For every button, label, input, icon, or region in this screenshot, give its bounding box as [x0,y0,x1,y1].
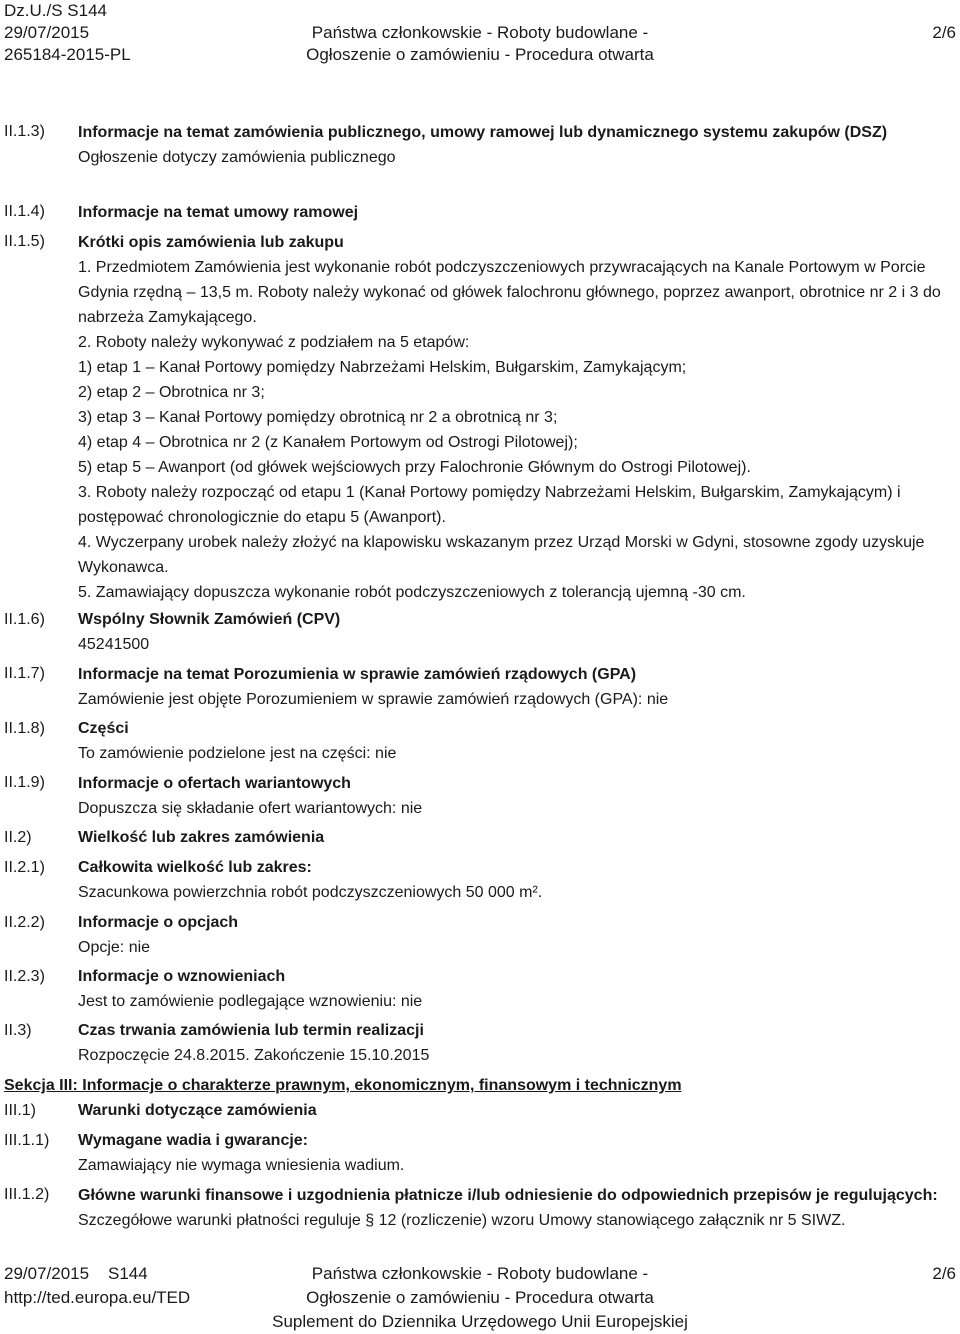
item-line: 4. Wyczerpany urobek należy złożyć na klapowisku wskazanym przez Urząd Morski w Gdyni, stosowne zgody uzyskuje Wykonawca. [78,534,925,576]
footer-date: 29/07/2015 [4,1264,90,1283]
item-number: II.1.3) [4,123,45,140]
item-number: II.2.2) [4,914,45,931]
page-footer [0,1262,960,1334]
item-number: II.2.1) [4,859,45,876]
item-block [78,1098,948,1123]
item-title: Całkowita wielkość lub zakres: [78,859,312,876]
item-line: 3. Roboty należy rozpocząć od etapu 1 (Kanał Portowy pomiędzy Nabrzeżami Helskim, Bułgarskim, Zamykającym) i postępować chronologicznie do etapu 5 (Awanport). [78,484,901,526]
item-block [78,200,948,225]
item-line: Szacunkowa powierzchnia robót podczyszczeniowych 50 000 m². [78,884,543,901]
item-block [78,230,948,605]
item-title: Warunki dotyczące zamówienia [78,1102,317,1119]
page-header [0,0,960,72]
item-line: Rozpoczęcie 24.8.2015. Zakończenie 15.10.2015 [78,1047,430,1064]
item-title: Główne warunki finansowe i uzgodnienia płatnicze i/lub odniesienie do odpowiednich przepisów je regulujących: [78,1187,938,1204]
item-line: Opcje: nie [78,939,151,956]
item-line: 2) etap 2 – Obrotnica nr 3; [78,384,265,401]
footer-code: S144 [108,1264,148,1283]
section-heading: Sekcja III: Informacje o charakterze prawnym, ekonomicznym, finansowym i technicznym [4,1077,682,1094]
item-title: Informacje na temat zamówienia publicznego, umowy ramowej lub dynamicznego systemu zakupów (DSZ) [78,124,888,141]
item-title: Czas trwania zamówienia lub termin realizacji [78,1022,424,1039]
item-block [78,771,948,821]
item-block [78,607,948,657]
footer-page: 2/6 [932,1264,956,1283]
item-line: Ogłoszenie dotyczy zamówienia publicznego [78,149,396,166]
item-number: II.3) [4,1022,32,1039]
item-title: Wspólny Słownik Zamówień (CPV) [78,611,341,628]
item-title: Informacje na temat umowy ramowej [78,204,359,221]
item-block [78,120,948,170]
item-line: 5) etap 5 – Awanport (od główek wejściowych przy Falochronie Głównym do Ostrogi Pilotowej). [78,459,751,476]
item-number: II.1.9) [4,774,45,791]
header-date: 29/07/2015 [4,23,90,42]
item-title: Części [78,720,129,737]
item-line: 4) etap 4 – Obrotnica nr 2 (z Kanałem Portowym od Ostrogi Pilotowej); [78,434,578,451]
footer-center-3: Suplement do Dziennika Urzędowego Unii Europejskiej [272,1312,688,1331]
item-block [78,716,948,766]
item-line: Dopuszcza się składanie ofert wariantowych: nie [78,800,423,817]
header-center-1: Państwa członkowskie - Roboty budowlane - [311,23,649,42]
item-number: II.1.5) [4,233,45,250]
item-number: III.1.2) [4,1186,50,1203]
item-line: 1) etap 1 – Kanał Portowy pomiędzy Nabrzeżami Helskim, Bułgarskim, Zamykającym; [78,359,687,376]
item-title: Informacje o wznowieniach [78,968,286,985]
header-center-2: Ogłoszenie o zamówieniu - Procedura otwarta [306,45,654,64]
item-line: Szczegółowe warunki płatności reguluje § 12 (rozliczenie) wzoru Umowy stanowiącego załącznik nr 5 SIWZ. [78,1212,846,1229]
item-number: II.2) [4,829,32,846]
item-block [78,855,948,905]
item-title: Informacje o opcjach [78,914,239,931]
item-title: Wielkość lub zakres zamówienia [78,829,325,846]
item-block [78,1018,948,1068]
footer-center-1: Państwa członkowskie - Roboty budowlane - [311,1264,649,1283]
item-number: II.2.3) [4,968,45,985]
item-number: II.1.8) [4,720,45,737]
item-block [78,825,948,850]
item-block [78,910,948,960]
item-line: 45241500 [78,636,150,653]
item-number: II.1.6) [4,611,45,628]
footer-center-2: Ogłoszenie o zamówieniu - Procedura otwarta [306,1288,654,1307]
item-line: Jest to zamówienie podlegające wznowieniu: nie [78,993,423,1010]
footer-url[interactable]: http://ted.europa.eu/TED [4,1288,191,1307]
item-number: III.1.1) [4,1132,50,1149]
item-block [78,1128,948,1178]
item-line: 1. Przedmiotem Zamówienia jest wykonanie robót podczyszczeniowych przywracających na Kanale Portowym w Porcie Gdynia rzędną – 13,5 m. Roboty należy wykonać od główek falochronu głównego, poprzez awanport, obrotnice nr 2 i 3 do nabrzeża Zamykającego. [78,259,941,326]
item-number: II.1.4) [4,203,45,220]
item-block [78,1183,948,1233]
notice-number: 265184-2015-PL [4,45,131,64]
item-line: 3) etap 3 – Kanał Portowy pomiędzy obrotnicą nr 2 a obrotnicą nr 3; [78,409,558,426]
item-title: Krótki opis zamówienia lub zakupu [78,234,344,251]
header-page: 2/6 [932,23,956,42]
item-block [78,964,948,1014]
item-number: III.1) [4,1102,37,1119]
item-line: Zamawiający nie wymaga wniesienia wadium. [78,1157,405,1174]
item-title: Informacje o ofertach wariantowych [78,775,351,792]
item-line: 5. Zamawiający dopuszcza wykonanie robót podczyszczeniowych z tolerancją ujemną -30 cm. [78,584,746,601]
item-block [78,662,948,712]
item-line: To zamówienie podzielone jest na części: nie [78,745,397,762]
item-title: Wymagane wadia i gwarancje: [78,1132,309,1149]
item-title: Informacje na temat Porozumienia w sprawie zamówień rządowych (GPA) [78,666,637,683]
item-number: II.1.7) [4,665,45,682]
journal-ref: Dz.U./S S144 [4,1,107,20]
item-line: 2. Roboty należy wykonywać z podziałem na 5 etapów: [78,334,470,351]
item-line: Zamówienie jest objęte Porozumieniem w sprawie zamówień rządowych (GPA): nie [78,691,669,708]
